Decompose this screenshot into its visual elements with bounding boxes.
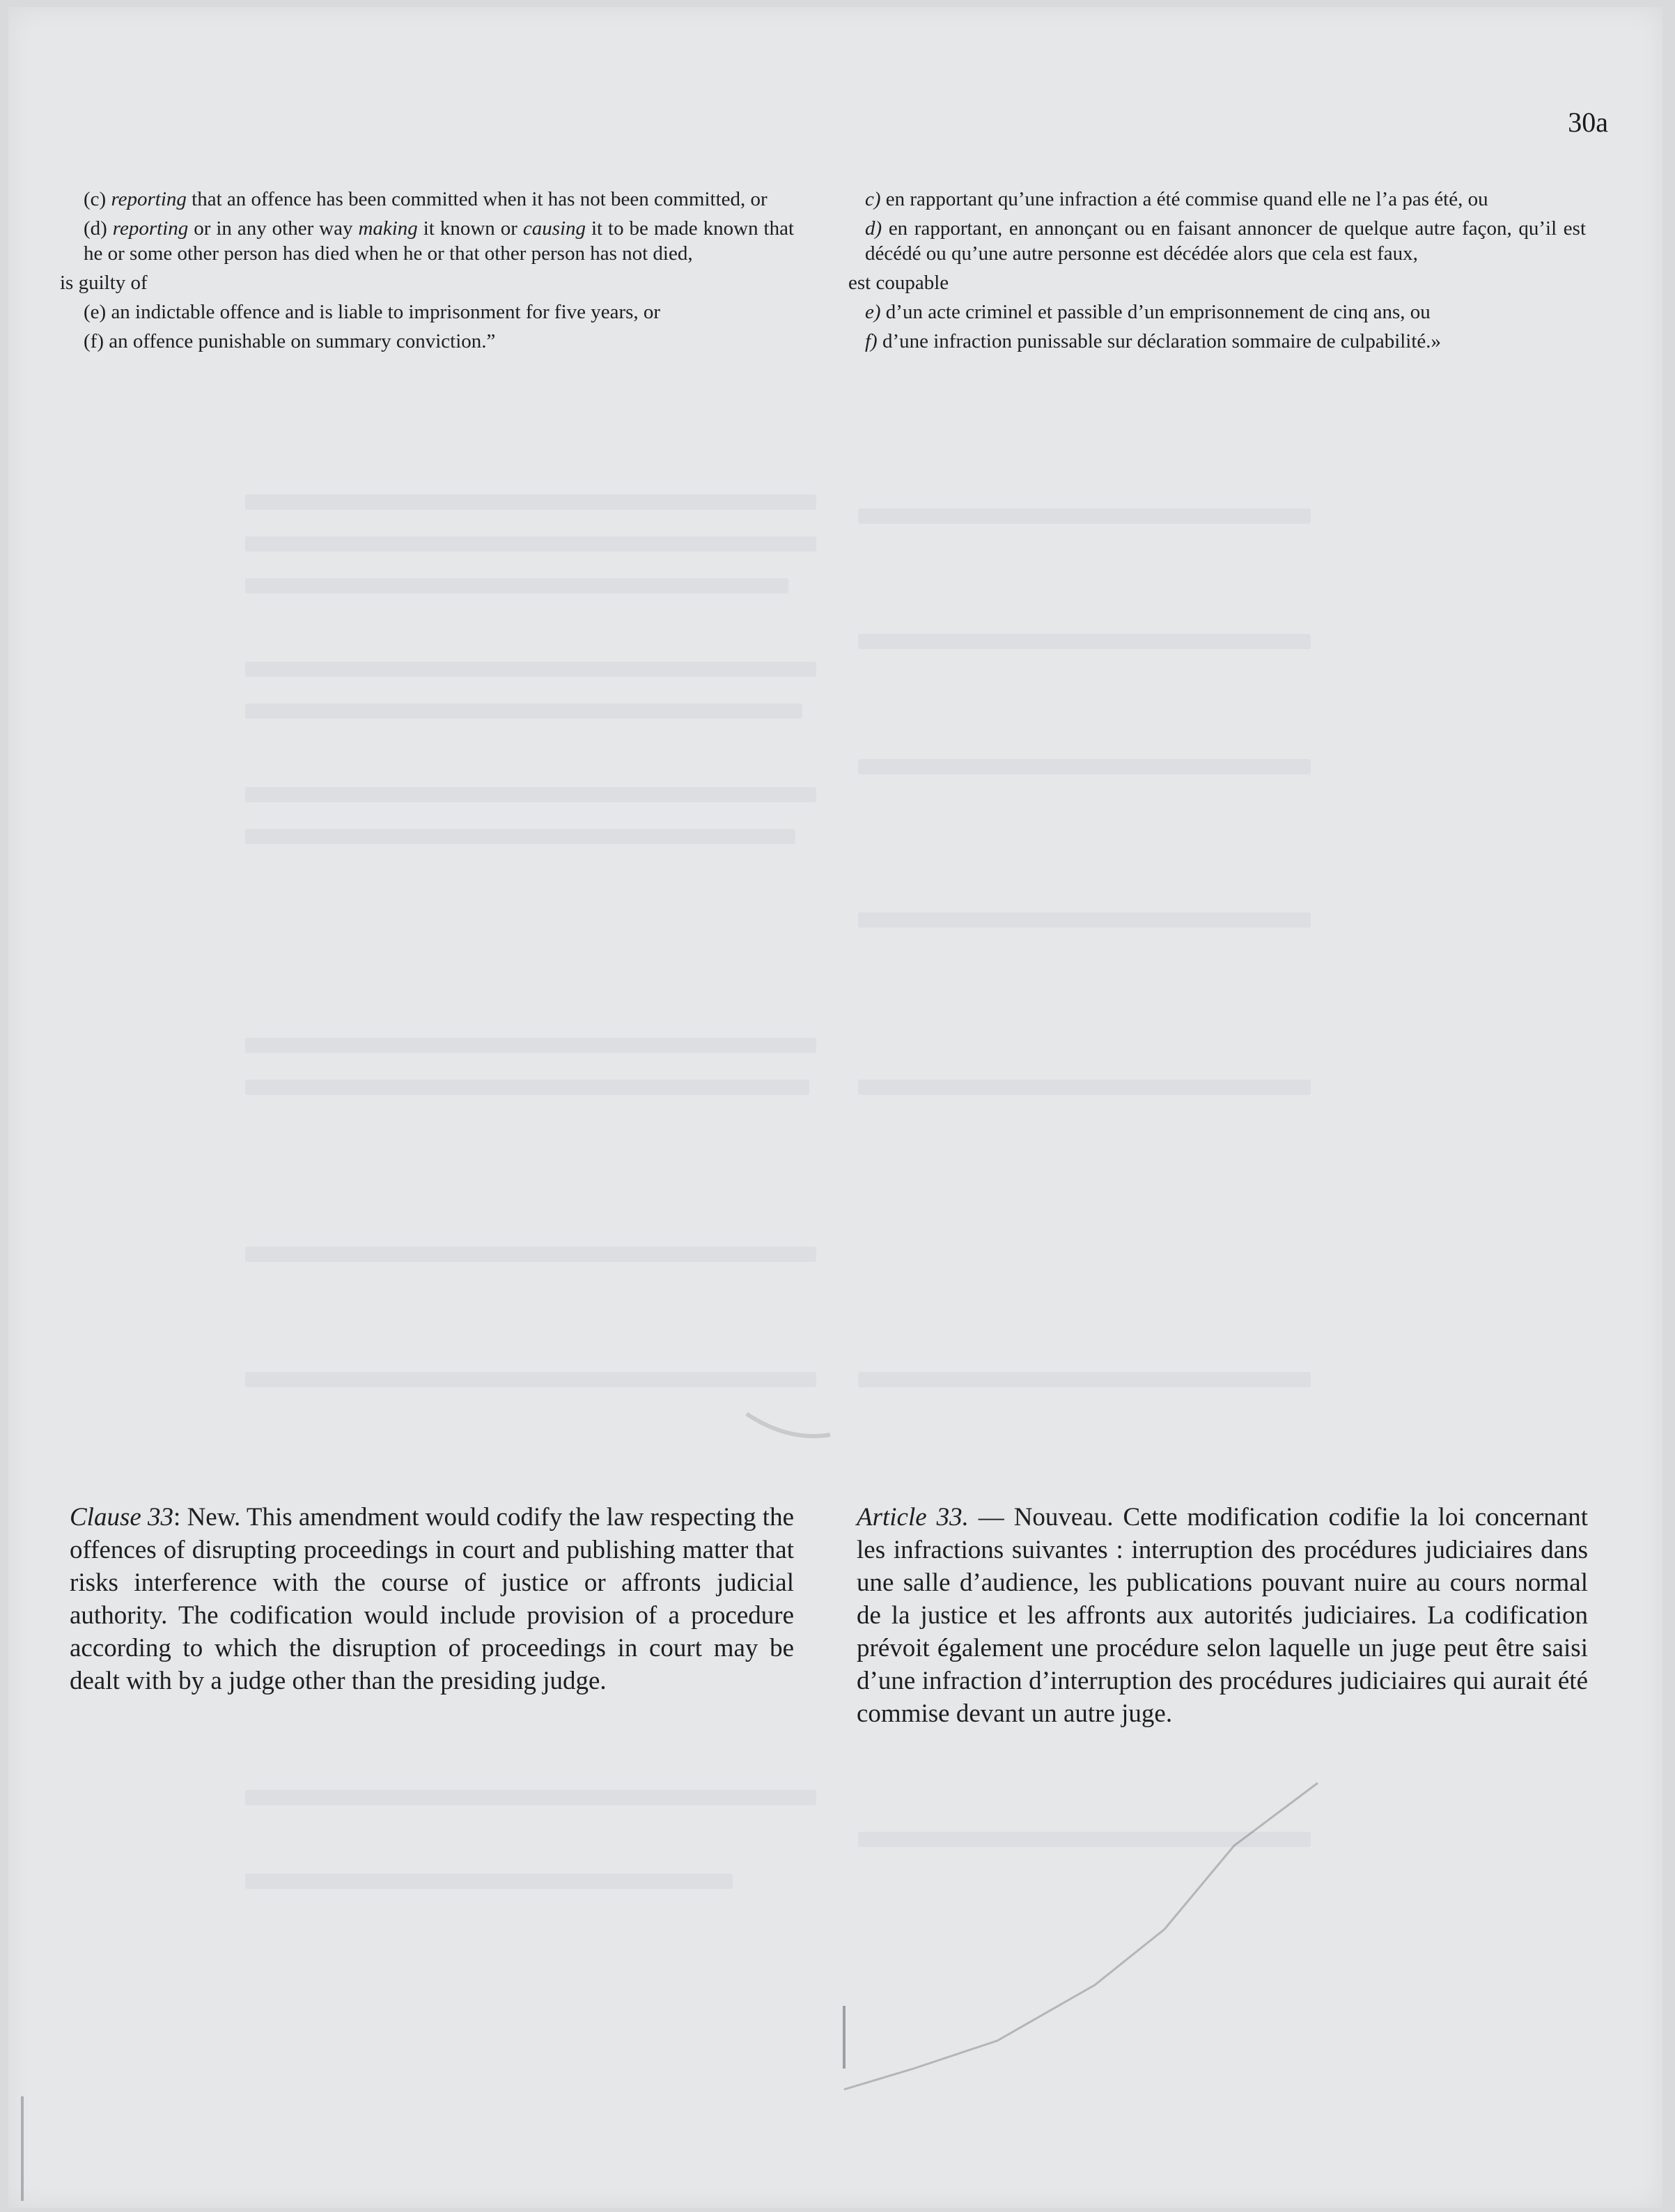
item-text: an offence punishable on summary conviction.”: [109, 330, 496, 352]
item-text: en rapportant, en annonçant ou en faisant annoncer de quelque autre façon, qu’il est décédé ou qu’une autre personne est décédée alors que cela est faux,: [865, 217, 1587, 265]
item-label: (e): [84, 301, 107, 323]
item-text-2: it known or: [417, 217, 523, 240]
french-item-d: [851, 216, 1586, 266]
note-heading: Clause 33: [70, 1503, 174, 1532]
item-text: en rapportant qu’une infraction a été commise quand elle ne l’a pas été, ou: [885, 188, 1488, 210]
item-label: (c): [84, 188, 107, 210]
item-term-3: causing: [522, 217, 586, 240]
english-item-f: [70, 329, 794, 354]
french-explanatory-note: [857, 1501, 1588, 1730]
item-label: e): [865, 301, 881, 323]
french-column: [848, 187, 1587, 358]
item-label: d): [865, 217, 882, 240]
english-item-d: [70, 216, 794, 266]
item-label: (f): [84, 330, 104, 352]
french-item-f: [851, 329, 1586, 354]
item-text: d’une infraction punissable sur déclaration sommaire de culpabilité.»: [882, 330, 1442, 352]
french-item-c: [851, 187, 1586, 212]
item-term-2: making: [358, 217, 418, 240]
note-heading: Article 33.: [857, 1503, 969, 1532]
item-text-3: it to be made known that he or some other person has died when he or that other person has not died,: [84, 217, 794, 265]
page-number: 30a: [1568, 107, 1608, 138]
item-text: that an offence has been committed when it has not been committed, or: [186, 188, 768, 210]
french-guilty-line: est coupable: [848, 272, 949, 294]
item-label: (d): [84, 217, 107, 240]
item-label: f): [865, 330, 878, 352]
english-guilty-line: is guilty of: [60, 272, 148, 294]
note-text: : New. This amendment would codify the law respecting the offences of disrupting proceedings in court and publishing matter that risks interference with the course of justice or affronts judicial authority. The codification would include provision of a procedure according to which the disruption of proceedings in court may be dealt with by a judge other than the presiding judge.: [70, 1503, 794, 1695]
english-item-e: [70, 299, 794, 325]
english-column: [60, 187, 794, 358]
item-term: reporting: [112, 217, 189, 240]
english-item-c: [70, 187, 794, 212]
document-page: [8, 7, 1662, 2208]
french-item-e: [851, 299, 1586, 325]
item-text: d’un acte criminel et passible d’un emprisonnement de cinq ans, ou: [885, 301, 1431, 323]
item-text: an indictable offence and is liable to imprisonment for five years, or: [111, 301, 661, 323]
item-text: or in any other way: [188, 217, 359, 240]
item-term: reporting: [111, 188, 187, 210]
item-label: c): [865, 188, 881, 210]
note-text: — Nouveau. Cette modification codifie la loi concernant les infractions suivantes : interruption des procédures judiciaires dans une salle d’audience, les publications pouvant nuire au cours normal de la justice et les affronts aux autorités judiciaires. La codification prévoit également une procédure selon laquelle un juge peut être saisi d’une infraction d’interruption des procédures judiciaires qui aurait été commise devant un autre juge.: [857, 1503, 1588, 1728]
english-explanatory-note: [70, 1501, 794, 1697]
